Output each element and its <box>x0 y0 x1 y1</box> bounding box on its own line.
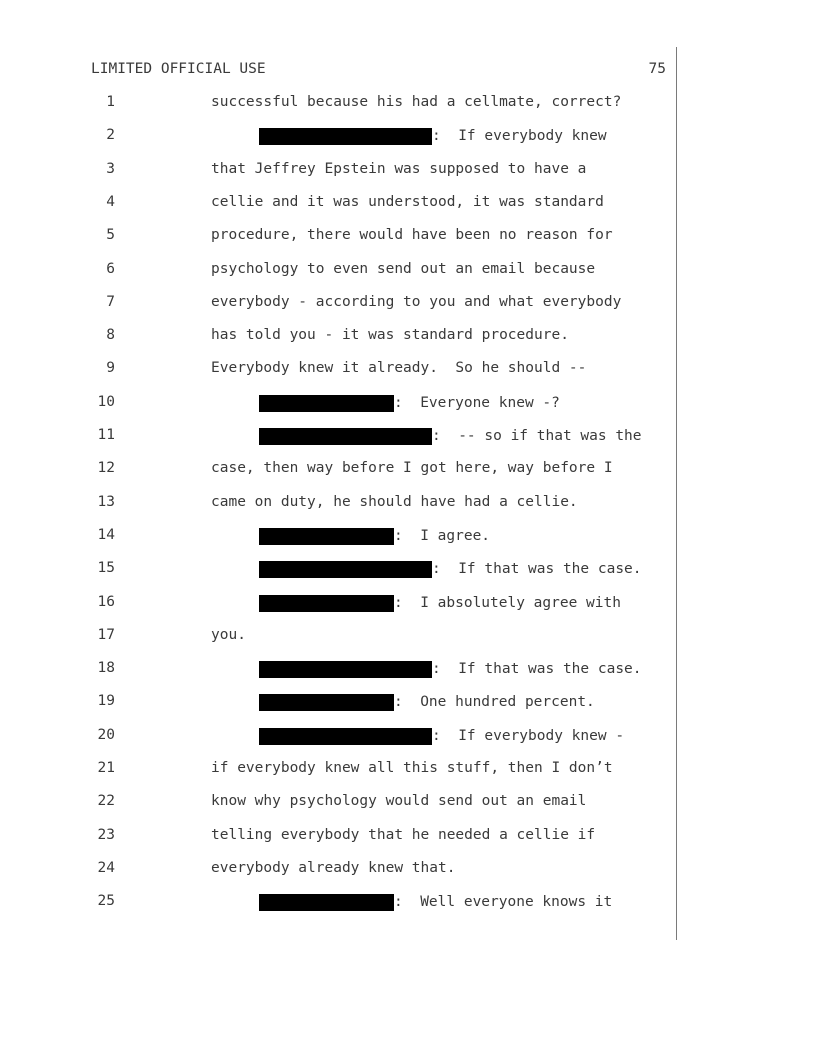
transcript-line <box>0 893 700 913</box>
line-number: 8 <box>106 327 115 344</box>
speaker-line <box>259 727 624 745</box>
line-text: psychology to even send out an email because <box>211 260 596 277</box>
line-number: 1 <box>106 94 115 110</box>
line-number: 12 <box>97 460 115 477</box>
transcript-line <box>0 760 700 780</box>
line-number: 13 <box>97 493 115 510</box>
line-number: 15 <box>97 560 115 577</box>
redaction-bar <box>259 894 394 911</box>
line-text: case, then way before I got here, way before I <box>211 460 613 477</box>
transcript-line <box>0 827 700 847</box>
speaker-text: : I absolutely agree with <box>394 594 621 611</box>
line-number: 18 <box>97 660 115 677</box>
redaction-bar <box>259 595 394 612</box>
speaker-line <box>259 893 612 911</box>
line-number: 25 <box>97 893 115 910</box>
line-number: 7 <box>106 293 115 310</box>
redaction-bar <box>259 694 394 711</box>
speaker-line <box>259 527 490 545</box>
redaction-bar <box>259 728 432 745</box>
redaction-bar <box>259 661 432 678</box>
speaker-text: : If everybody knew - <box>432 727 625 744</box>
line-text: procedure, there would have been no reason for <box>211 227 613 244</box>
transcript-line <box>0 227 700 247</box>
line-number: 10 <box>97 393 115 410</box>
line-text: everybody already knew that. <box>211 859 456 876</box>
transcript-line <box>0 394 700 414</box>
page-number: 75 <box>648 61 666 77</box>
line-number: 20 <box>97 726 115 743</box>
line-text: came on duty, he should have had a cellie. <box>211 493 578 510</box>
line-number: 22 <box>97 793 115 810</box>
transcript-line <box>0 594 700 614</box>
line-text: telling everybody that he needed a cellie if <box>211 826 596 843</box>
transcript-line <box>0 527 700 547</box>
transcript-line <box>0 294 700 314</box>
transcript-line <box>0 327 700 347</box>
transcript-line <box>0 360 700 380</box>
speaker-text: : If that was the case. <box>432 661 642 678</box>
transcript-line <box>0 460 700 480</box>
redaction-bar <box>259 128 432 145</box>
speaker-text: : -- so if that was the <box>432 428 642 444</box>
line-number: 2 <box>106 127 115 144</box>
line-number: 17 <box>97 626 115 643</box>
classification-header: LIMITED OFFICIAL USE <box>91 61 266 77</box>
line-number: 14 <box>97 526 115 543</box>
line-number: 19 <box>97 693 115 710</box>
speaker-text: : Everyone knew -? <box>394 394 560 411</box>
line-number: 24 <box>97 859 115 876</box>
line-text: that Jeffrey Epstein was supposed to have a <box>211 160 587 177</box>
speaker-line <box>259 394 560 412</box>
speaker-text: : If that was the case. <box>432 561 642 578</box>
line-number: 23 <box>97 826 115 843</box>
speaker-text: : I agree. <box>394 527 491 544</box>
speaker-text: : Well everyone knows it <box>394 894 613 911</box>
transcript-line <box>0 860 700 880</box>
line-text: everybody - according to you and what everybody <box>211 293 622 310</box>
line-number: 16 <box>97 593 115 610</box>
speaker-line <box>259 427 642 445</box>
transcript-line <box>0 427 700 447</box>
line-text: cellie and it was understood, it was standard <box>211 193 604 210</box>
speaker-line <box>259 660 642 678</box>
redaction-bar <box>259 395 394 412</box>
transcript-line <box>0 693 700 713</box>
transcript-line <box>0 660 700 680</box>
line-text: Everybody knew it already. So he should -- <box>211 360 587 377</box>
redaction-bar <box>259 428 432 445</box>
line-text: successful because his had a cellmate, correct? <box>211 94 622 110</box>
line-number: 6 <box>106 260 115 277</box>
line-number: 5 <box>106 227 115 244</box>
line-number: 21 <box>97 760 115 776</box>
transcript-line <box>0 793 700 813</box>
transcript-line <box>0 627 700 647</box>
transcript-line <box>0 161 700 181</box>
transcript-line <box>0 560 700 580</box>
transcript-line <box>0 727 700 747</box>
speaker-line <box>259 693 595 711</box>
redaction-bar <box>259 561 432 578</box>
line-text: you. <box>211 626 246 643</box>
speaker-line <box>259 127 607 145</box>
transcript-line <box>0 127 700 147</box>
speaker-text: : One hundred percent. <box>394 694 595 711</box>
line-number: 11 <box>97 427 115 443</box>
line-text: if everybody knew all this stuff, then I don’t <box>211 760 613 776</box>
transcript-line <box>0 261 700 281</box>
line-text: know why psychology would send out an email <box>211 793 587 810</box>
line-number: 9 <box>106 360 115 377</box>
redaction-bar <box>259 528 394 545</box>
line-text: has told you - it was standard procedure. <box>211 327 569 344</box>
transcript-line <box>0 494 700 514</box>
speaker-line <box>259 560 642 578</box>
line-number: 4 <box>106 193 115 210</box>
transcript-line <box>0 94 700 114</box>
transcript-line <box>0 194 700 214</box>
line-number: 3 <box>106 160 115 177</box>
speaker-text: : If everybody knew <box>432 128 607 145</box>
speaker-line <box>259 594 621 612</box>
